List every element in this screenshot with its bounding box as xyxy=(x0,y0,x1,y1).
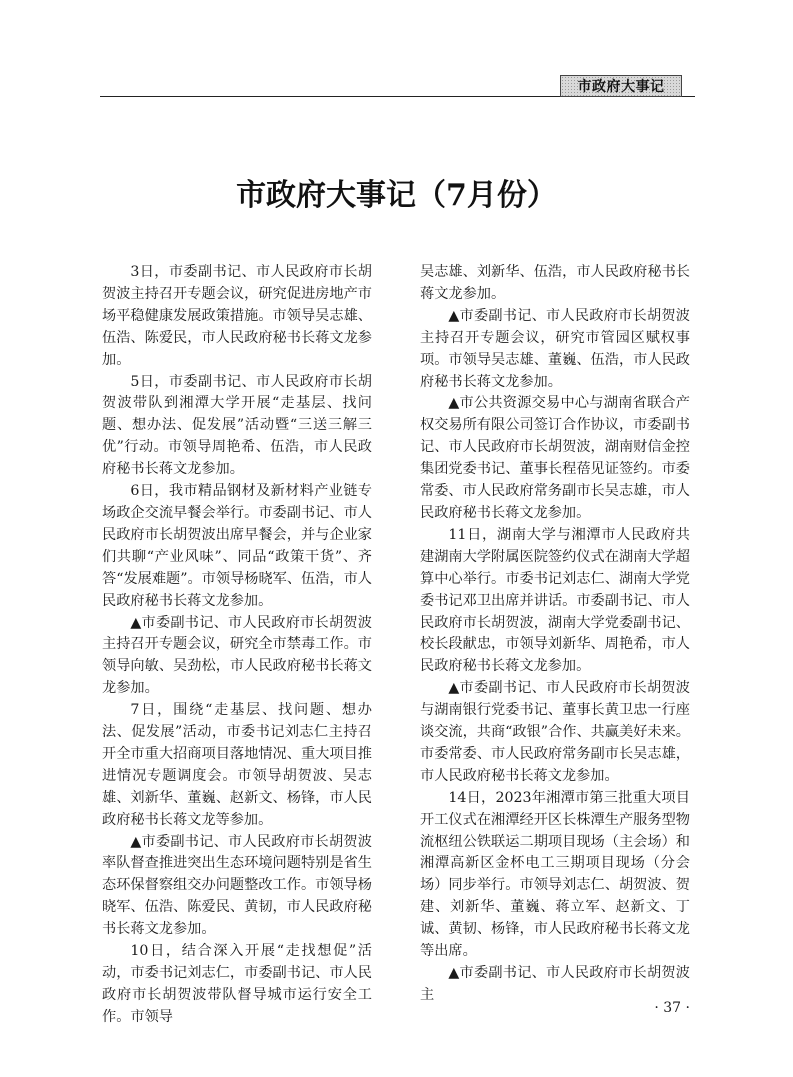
paragraph: ▲市委副书记、市人民政府市长胡贺波与湖南银行党委书记、董事长黄卫忠一行座谈交流，共商“政银”合作、共赢美好未来。市委常委、市人民政府常务副市长吴志雄，市人民政府秘书长蒋文龙参加。 xyxy=(420,680,690,784)
paragraph: ▲市委副书记、市人民政府市长胡贺波主持召开专题会议，研究市管园区赋权事项。市领导吴志雄、董巍、伍浩，市人民政府秘书长蒋文龙参加。 xyxy=(420,307,690,390)
paragraph: ▲市委副书记、市人民政府市长胡贺波主持召开专题会议，研究全市禁毒工作。市领导向敏、吴劲松，市人民政府秘书长蒋文龙参加。 xyxy=(102,614,372,697)
right-column xyxy=(420,262,690,1007)
page-title: 市政府大事记（7月份） xyxy=(236,178,557,213)
paragraph: 11日，湖南大学与湘潭市人民政府共建湖南大学附属医院签约仪式在湖南大学超算中心举行。市委书记刘志仁、湖南大学党委书记邓卫出席并讲话。市委副书记、市人民政府市长胡贺波，湖南大学党委副书记、校长段献忠，市领导刘新华、周艳希，市人民政府秘书长蒋文龙参加。 xyxy=(420,526,690,675)
paragraph: ▲市委副书记、市人民政府市长胡贺波率队督查推进突出生态环境问题特别是省生态环保督察组交办问题整改工作。市领导杨晓军、伍浩、陈爱民、黄韧，市人民政府秘书长蒋文龙参加。 xyxy=(102,833,372,938)
paragraph: 5日，市委副书记、市人民政府市长胡贺波带队到湘潭大学开展“走基层、找问题、想办法、促发展”活动暨“三送三解三优”行动。市领导周艳希、伍浩，市人民政府秘书长蒋文龙参加。 xyxy=(102,373,372,478)
paragraph: 3日，市委副书记、市人民政府市长胡贺波主持召开专题会议，研究促进房地产市场平稳健康发展政策措施。市领导吴志雄、伍浩、陈爱民，市人民政府秘书长蒋文龙参加。 xyxy=(102,264,372,368)
paragraph: 10日，结合深入开展“走找想促”活动，市委书记刘志仁，市委副书记、市人民政府市长胡贺波带队督导城市运行安全工作。市领导 xyxy=(102,943,372,1025)
paragraph: 6日，我市精品钢材及新材料产业链专场政企交流早餐会举行。市委副书记、市人民政府市长胡贺波出席早餐会，并与企业家们共聊“产业风味”、同品“政策干货”、齐答“发展难题”。市领导杨晓军、伍浩，市人民政府秘书长蒋文龙参加。 xyxy=(102,483,372,609)
paragraph: 14日，2023年湘潭市第三批重大项目开工仪式在湘潭经开区长株潭生产服务型物流枢纽公铁联运二期项目现场（主会场）和湘潭高新区金杯电工三期项目现场（分会场）同步举行。市领导刘志仁、胡贺波、贺建、刘新华、董巍、蒋立军、赵新文、丁诚、黄韧、杨锋，市人民政府秘书长蒋文龙等出席。 xyxy=(420,789,690,960)
paragraph: 吴志雄、刘新华、伍浩，市人民政府秘书长蒋文龙参加。 xyxy=(420,264,690,302)
paragraph: 7日，围绕“走基层、找问题、想办法、促发展”活动，市委书记刘志仁主持召开全市重大招商项目落地情况、重大项目推进情况专题调度会。市领导胡贺波、吴志雄、刘新华、董巍、赵新文、杨锋，市人民政府秘书长蒋文龙等参加。 xyxy=(102,702,372,828)
paragraph: ▲市公共资源交易中心与湖南省联合产权交易所有限公司签订合作协议，市委副书记、市人民政府市长胡贺波，湖南财信金控集团党委书记、董事长程蓓见证签约。市委常委、市人民政府常务副市长吴志雄，市人民政府秘书长蒋文龙参加。 xyxy=(420,395,690,521)
left-column xyxy=(102,262,372,1029)
page-number: · 37 · xyxy=(654,1000,690,1016)
paragraph: ▲市委副书记、市人民政府市长胡贺波主 xyxy=(420,965,690,1003)
section-tag: 市政府大事记 xyxy=(560,75,682,97)
